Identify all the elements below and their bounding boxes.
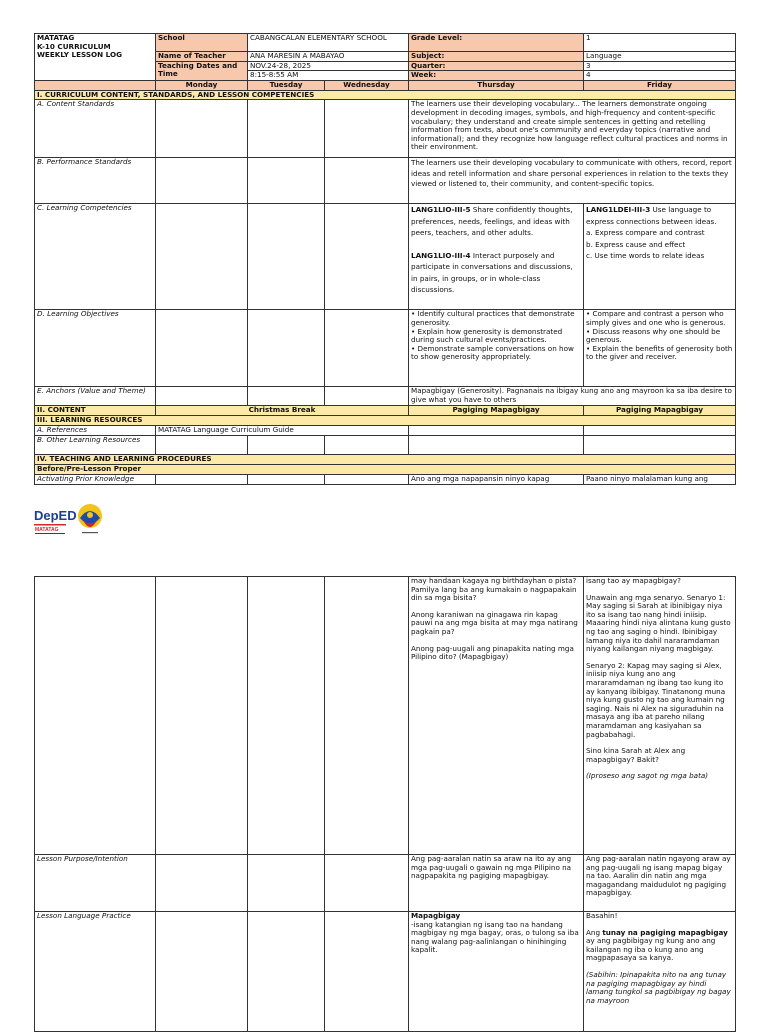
practice-fri-bold: tunay na pagiging mapagbigay bbox=[602, 927, 728, 937]
day-friday: Friday bbox=[584, 80, 736, 90]
lesson-log-page1 bbox=[34, 33, 736, 485]
practice-row bbox=[35, 912, 736, 1032]
quarter-label: Quarter: bbox=[409, 61, 584, 71]
activating-fri-continued bbox=[584, 577, 736, 855]
objective-thu-2: • Explain how generosity is demonstrated during such cultural events/practices. bbox=[411, 326, 563, 345]
quarter-value: 3 bbox=[584, 61, 736, 71]
grade-label: Grade Level: bbox=[409, 34, 584, 52]
header-row-school bbox=[35, 34, 736, 52]
practice-label: Lesson Language Practice bbox=[35, 912, 156, 1032]
days-blank bbox=[35, 80, 156, 90]
week-value: 4 bbox=[584, 71, 736, 81]
lesson-log-page2 bbox=[34, 576, 736, 1032]
log-title bbox=[35, 34, 156, 81]
activating-continued-row bbox=[35, 577, 736, 855]
purpose-thursday: Ang pag-aaralan natin sa araw na ito ay ang mga pag-uugali o gawain ng mga Pilipino na nagpapakita ng pagiging mapagbigay. bbox=[409, 855, 584, 912]
competency-code-1: LANG1LIO-III-5 bbox=[411, 205, 471, 215]
objective-fri-1: • Compare and contrast a person who simply gives and one who is generous. bbox=[586, 309, 726, 327]
matatag-logo-text: MATATAG bbox=[35, 527, 59, 533]
day-wednesday: Wednesday bbox=[325, 80, 409, 90]
activating-fri-para-2: Unawain ang mga senaryo. Senaryo 1: May saging si Sarah at ibinibigay niya ito sa isang tao nang hindi iniisip. Maaaring hindi niya alintana kung gusto ng tao ang saging o hindi. Ibinibigay lamang niya ito dahil nararamdaman niyang kailangan niyang magbigay. bbox=[586, 592, 731, 654]
activating-thu-continued bbox=[409, 577, 584, 855]
days-row bbox=[35, 80, 736, 90]
references-label: A. References bbox=[35, 425, 156, 435]
activating-fri-para-4: Sino kina Sarah at Alex ang mapagbigay? Bakit? bbox=[586, 746, 686, 764]
activating-thu-para-1: may handaan kagaya ng birthdayhan o pista? Pamilya lang ba ang kumakain o nagpapakain din sa mga bisita? bbox=[411, 576, 577, 603]
performance-standards-text: The learners use their developing vocabulary to communicate with others, record, report ideas and retell information and share personal experiences in relation to the texts they viewed or listened to, their community, and content-specific topics. bbox=[409, 158, 736, 204]
school-value: CABANGCALAN ELEMENTARY SCHOOL bbox=[248, 34, 409, 52]
dates-label: Teaching Dates and Time bbox=[156, 61, 248, 80]
content-friday: Pagiging Mapagbigay bbox=[584, 406, 736, 416]
subject-label: Subject: bbox=[409, 52, 584, 62]
objective-thu-1: • Identify cultural practices that demonstrate generosity. bbox=[411, 309, 575, 327]
competencies-row bbox=[35, 204, 736, 310]
day-thursday: Thursday bbox=[409, 80, 584, 90]
section-3-row bbox=[35, 416, 736, 426]
footer-logos bbox=[34, 500, 104, 540]
activating-label: Activating Prior Knowledge bbox=[35, 474, 156, 484]
practice-fri-pre: Ang bbox=[586, 927, 603, 937]
log-title-line-3: WEEKLY LESSON LOG bbox=[37, 50, 122, 60]
practice-thu-definition: -isang katangian ng isang tao na handang magbigay ng mga bagay, oras, o tulong sa iba nang walang pag-aalinlangan o hinihinging kapalit. bbox=[411, 919, 579, 955]
section-2-title: II. CONTENT bbox=[35, 406, 156, 416]
content-thursday: Pagiging Mapagbigay bbox=[409, 406, 584, 416]
content-standards-text: The learners use their developing vocabulary... The learners demonstrate ongoing development in decoding images, symbols, and high-frequency and content-specific vocabulary; they understand and create simple sentences in getting and retelling information from texts, about one's community and everyday topics (narrative and informational); and they recognize how language reflect cultural practices and norms in their environment. bbox=[409, 100, 736, 158]
competencies-label: C. Learning Competencies bbox=[35, 204, 156, 310]
objective-thu-3: • Demonstrate sample conversations on how to show generosity appropriately. bbox=[411, 343, 574, 362]
competencies-thursday bbox=[409, 204, 584, 310]
section-1-row bbox=[35, 90, 736, 100]
log-title-line-1: MATATAG bbox=[37, 33, 75, 42]
dates-value-1: NOV.24-28, 2025 bbox=[248, 61, 409, 71]
content-christmas-break: Christmas Break bbox=[156, 406, 409, 416]
section-1-title: I. CURRICULUM CONTENT, STANDARDS, AND LESSON COMPETENCIES bbox=[35, 90, 736, 100]
competency-item-b: b. Express cause and effect bbox=[586, 239, 686, 249]
day-monday: Monday bbox=[156, 80, 248, 90]
purpose-row bbox=[35, 855, 736, 912]
other-resources-row bbox=[35, 435, 736, 454]
anchors-row bbox=[35, 387, 736, 406]
purpose-label: Lesson Purpose/Intention bbox=[35, 855, 156, 912]
competency-text-3: Use language to express connections between ideas. bbox=[586, 205, 717, 226]
practice-fri-head: Basahin! bbox=[586, 911, 618, 920]
references-row bbox=[35, 425, 736, 435]
objective-fri-3: • Explain the benefits of generosity both to the giver and receiver. bbox=[586, 343, 733, 362]
school-label: School bbox=[156, 34, 248, 52]
competency-code-2: LANG1LIO-III-4 bbox=[411, 250, 471, 260]
competency-item-c: c. Use time words to relate ideas bbox=[586, 251, 705, 261]
teacher-value: ANA MARESIN A MABAYAO bbox=[248, 52, 409, 62]
objectives-label: D. Learning Objectives bbox=[35, 310, 156, 387]
section-4-title: IV. TEACHING AND LEARNING PROCEDURES bbox=[35, 454, 736, 464]
anchors-text: Mapagbigay (Generosity). Pagnanais na ibigay kung ano ang mayroon ka sa iba desire to give what you have to others bbox=[409, 387, 736, 406]
activating-thu-para-2: Anong karaniwan na ginagawa rin kapag pauwi na ang mga bisita at may mga natirang pagkain pa? bbox=[411, 609, 578, 636]
content-standards-row bbox=[35, 100, 736, 158]
objectives-friday bbox=[584, 310, 736, 387]
activating-friday: Paano ninyo malalaman kung ang bbox=[584, 474, 736, 484]
section-2-row bbox=[35, 406, 736, 416]
week-label: Week: bbox=[409, 71, 584, 81]
references-text: MATATAG Language Curriculum Guide bbox=[156, 425, 409, 435]
dates-value-2: 8:15-8:55 AM bbox=[248, 71, 409, 81]
subject-value: Language bbox=[584, 52, 736, 62]
competency-code-3: LANG1LDEI-III-3 bbox=[586, 205, 651, 215]
performance-standards-row bbox=[35, 158, 736, 204]
objectives-row bbox=[35, 310, 736, 387]
competency-item-a: a. Express compare and contrast bbox=[586, 228, 705, 238]
bagong-pilipinas-logo-icon bbox=[76, 502, 104, 538]
content-standards-label: A. Content Standards bbox=[35, 100, 156, 158]
day-tuesday: Tuesday bbox=[248, 80, 325, 90]
competency-text-1: Share confidently thoughts, preferences, needs, feelings, and ideas with peers, teachers, and other adults. bbox=[411, 205, 573, 238]
section-4a-row bbox=[35, 464, 736, 474]
competencies-friday bbox=[584, 204, 736, 310]
log-title-line-2: K-10 CURRICULUM bbox=[37, 41, 111, 51]
section-4a-title: Before/Pre-Lesson Proper bbox=[35, 464, 736, 474]
practice-fri-post: ay ang pagbibigay ng kung ano ang kailangan ng iba o kung ano ang magpapasaya sa kanya. bbox=[586, 936, 716, 963]
practice-thu-word: Mapagbigay bbox=[411, 911, 461, 920]
deped-logo-text: DepED bbox=[34, 508, 77, 523]
practice-thursday bbox=[409, 912, 584, 1032]
competency-text-2: Interact purposely and participate in conversations and discussions, in pairs, in groups, or in whole-class discussions. bbox=[411, 250, 573, 295]
grade-value: 1 bbox=[584, 34, 736, 52]
performance-standards-label: B. Performance Standards bbox=[35, 158, 156, 204]
other-resources-label: B. Other Learning Resources bbox=[35, 435, 156, 454]
objective-fri-2: • Discuss reasons why one should be generous. bbox=[586, 326, 721, 345]
activating-fri-para-3: Senaryo 2: Kapag may saging si Alex, iniisip niya kung ano ang mararamdaman ng ibang tao kung ito ay kanyang ibibigay. Tinatanong muna niya kung gusto ng tao ang kumain ng saging. Nais ni Alex na siguraduhin na masaya ang iba at pareho nilang maramdaman ang kasiyahan sa pagbabahagi. bbox=[586, 660, 726, 739]
activating-fri-para-1: isang tao ay mapagbigay? bbox=[586, 576, 681, 585]
purpose-friday: Ang pag-aaralan natin ngayong araw ay ang pag-uugali ng isang mapag bigay na tao. Aaralin din natin ang mga magagandang maidudulot ng pagiging mapagbigay. bbox=[584, 855, 736, 912]
activating-thu-para-3: Anong pag-uugali ang pinapakita nating mga Pilipino dito? (Mapagbigay) bbox=[411, 643, 574, 662]
practice-fri-note: (Sabihin: Ipinapakita nito na ang tunay na pagiging mapagbigay ay hindi lamang tungkol sa pagbibigay ng bagay na mayroon bbox=[586, 969, 731, 1005]
section-4-row bbox=[35, 454, 736, 464]
section-3-title: III. LEARNING RESOURCES bbox=[35, 416, 736, 426]
anchors-label: E. Anchors (Value and Theme) bbox=[35, 387, 156, 406]
activating-row bbox=[35, 474, 736, 484]
objectives-thursday bbox=[409, 310, 584, 387]
practice-friday bbox=[584, 912, 736, 1032]
activating-fri-note: (Iproseso ang sagot ng mga bata) bbox=[586, 771, 709, 781]
activating-thursday: Ano ang mga napapansin ninyo kapag bbox=[409, 474, 584, 484]
teacher-label: Name of Teacher bbox=[156, 52, 248, 62]
